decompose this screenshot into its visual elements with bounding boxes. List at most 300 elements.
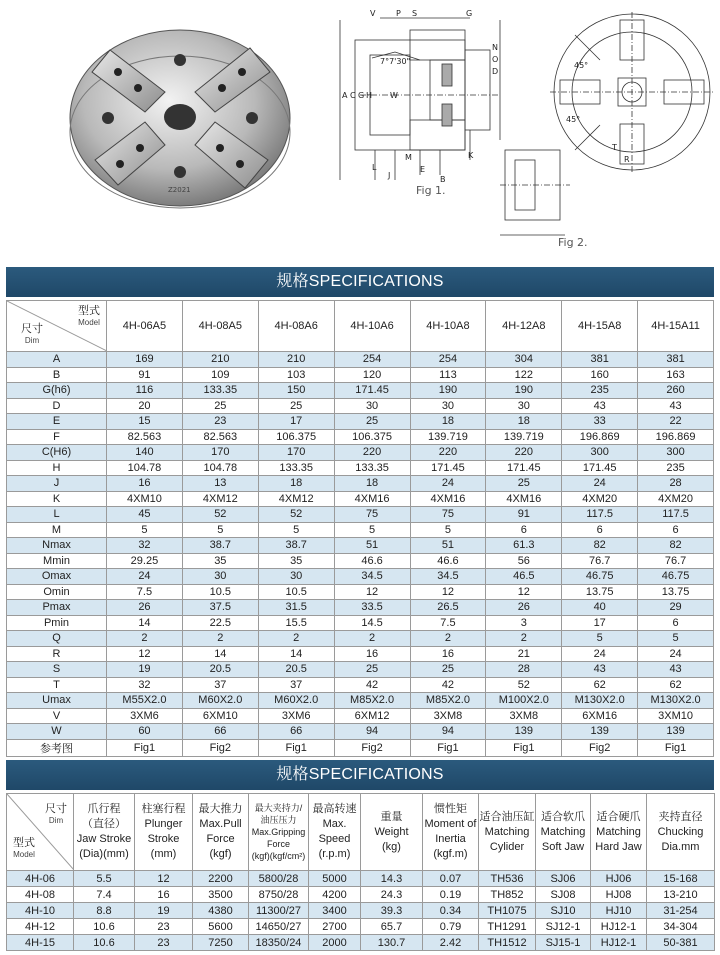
table-row: [7, 871, 715, 887]
row-label: Q: [7, 631, 107, 647]
svg-text:T: T: [612, 143, 617, 152]
table-row: [7, 739, 714, 756]
table-cell: 26.5: [410, 600, 486, 616]
table-cell: 10.6: [74, 919, 135, 935]
row-model: 4H-10: [7, 903, 74, 919]
table-cell: 62: [562, 677, 638, 693]
table-row: [7, 903, 715, 919]
table-cell: 12: [107, 646, 183, 662]
table-cell: 140: [107, 445, 183, 461]
row-label: J: [7, 476, 107, 492]
model-header: 4H-08A6: [258, 301, 334, 352]
table-cell: 25: [258, 398, 334, 414]
table-cell: 26: [486, 600, 562, 616]
table-row: [7, 724, 714, 740]
column-header-line: Weight: [374, 825, 409, 838]
table-cell: HJ12-1: [591, 919, 647, 935]
column-header-line: 爪行程: [87, 803, 121, 815]
table-cell: 2200: [193, 871, 249, 887]
table-cell: 117.5: [562, 507, 638, 523]
table-cell: 13: [182, 476, 258, 492]
column-header-line: 夹持直径: [658, 810, 703, 823]
table-cell: 33.5: [334, 600, 410, 616]
table-cell: 235: [562, 383, 638, 399]
column-header: [423, 794, 479, 871]
table-cell: HJ12-1: [591, 935, 647, 951]
spec-table-2-body: [7, 871, 715, 951]
table-cell: 6: [486, 522, 562, 538]
table-cell: 3XM6: [258, 708, 334, 724]
table-cell: M130X2.0: [638, 693, 714, 709]
table-cell: 116: [107, 383, 183, 399]
table-cell: 6XM16: [562, 708, 638, 724]
table-row: [7, 352, 714, 368]
model-header: 4H-12A8: [486, 301, 562, 352]
table-cell: 22.5: [182, 615, 258, 631]
model-header: 4H-15A8: [562, 301, 638, 352]
table-cell: 14: [182, 646, 258, 662]
table-cell: 196.869: [638, 429, 714, 445]
table-cell: 15: [107, 414, 183, 430]
table-cell: Fig1: [258, 739, 334, 756]
svg-text:W: W: [390, 91, 398, 100]
table-row: [7, 491, 714, 507]
table-cell: 13-210: [647, 887, 715, 903]
column-header-line: （直径）: [82, 818, 126, 830]
table-cell: 12: [410, 584, 486, 600]
table-cell: 106.375: [334, 429, 410, 445]
table-cell: 5800/28: [249, 871, 309, 887]
table-cell: 171.45: [410, 460, 486, 476]
illustration-area: [0, 0, 720, 262]
table-cell: 24: [562, 476, 638, 492]
table-row: [7, 445, 714, 461]
table-cell: TH1291: [479, 919, 536, 935]
table-cell: 7.5: [107, 584, 183, 600]
table-cell: M55X2.0: [107, 693, 183, 709]
table-cell: 30: [410, 398, 486, 414]
table-cell: 3XM8: [486, 708, 562, 724]
table-cell: TH1075: [479, 903, 536, 919]
table-cell: 3400: [309, 903, 361, 919]
table-row: [7, 887, 715, 903]
table-cell: 39.3: [361, 903, 423, 919]
table-cell: 7250: [193, 935, 249, 951]
table-cell: 34.5: [334, 569, 410, 585]
svg-text:R: R: [624, 155, 630, 164]
row-label: R: [7, 646, 107, 662]
row-label: Umax: [7, 693, 107, 709]
table-cell: 56: [486, 553, 562, 569]
table-cell: 139.719: [410, 429, 486, 445]
svg-text:E: E: [420, 165, 426, 174]
table-cell: Fig1: [638, 739, 714, 756]
table-cell: Fig2: [334, 739, 410, 756]
model-header: 4H-08A5: [182, 301, 258, 352]
table-cell: 17: [258, 414, 334, 430]
row-label: E: [7, 414, 107, 430]
table-cell: SJ10: [536, 903, 591, 919]
table-row: [7, 460, 714, 476]
column-header-line: (mm): [150, 848, 177, 860]
table-cell: 30: [182, 569, 258, 585]
table-cell: 4XM16: [410, 491, 486, 507]
table-cell: 37: [258, 677, 334, 693]
table-cell: 2.42: [423, 935, 479, 951]
table-cell: 14.3: [361, 871, 423, 887]
table-cell: 25: [182, 398, 258, 414]
table-cell: 23: [135, 919, 193, 935]
table-cell: 4XM16: [486, 491, 562, 507]
column-header-line: Matching: [484, 825, 530, 838]
row-label: V: [7, 708, 107, 724]
table-cell: 300: [562, 445, 638, 461]
table-cell: 130.7: [361, 935, 423, 951]
model-header: 4H-06A5: [107, 301, 183, 352]
table-cell: 10.6: [74, 935, 135, 951]
table-cell: 66: [182, 724, 258, 740]
table-cell: M85X2.0: [334, 693, 410, 709]
table-cell: 220: [334, 445, 410, 461]
table-cell: HJ10: [591, 903, 647, 919]
table-cell: TH536: [479, 871, 536, 887]
table-cell: 33: [562, 414, 638, 430]
table-row: [7, 631, 714, 647]
corner-model-en: Model: [78, 318, 100, 327]
table-cell: 37: [182, 677, 258, 693]
column-header-line: 适合硬爪: [596, 810, 641, 823]
table-cell: 5: [334, 522, 410, 538]
table-cell: 37.5: [182, 600, 258, 616]
table-cell: 91: [486, 507, 562, 523]
svg-text:45°: 45°: [574, 61, 589, 70]
table-cell: 52: [182, 507, 258, 523]
table-cell: 19: [107, 662, 183, 678]
row-model: 4H-15: [7, 935, 74, 951]
column-header-line: 最大夹持力/: [254, 803, 303, 813]
column-header: [309, 794, 361, 871]
table-cell: 139: [562, 724, 638, 740]
column-header-line: 惯性矩: [434, 803, 467, 815]
table-cell: 260: [638, 383, 714, 399]
spec-table-1: [6, 300, 714, 757]
table-cell: 43: [638, 662, 714, 678]
spec-table-2: [6, 793, 715, 951]
table-cell: 6: [638, 615, 714, 631]
row-label: Nmax: [7, 538, 107, 554]
spec-table-1-corner: [7, 301, 107, 352]
table-cell: 20.5: [258, 662, 334, 678]
table-cell: 10.5: [182, 584, 258, 600]
table-cell: 43: [562, 398, 638, 414]
table-cell: 139: [638, 724, 714, 740]
svg-text:45°: 45°: [566, 115, 581, 124]
table-cell: 66: [258, 724, 334, 740]
fig2-front-drawing: [550, 12, 714, 172]
table-cell: 24: [410, 476, 486, 492]
svg-text:C: C: [350, 91, 356, 100]
table-cell: Fig2: [182, 739, 258, 756]
fig2-side-drawing: [500, 150, 570, 235]
corner-dim-en: Dim: [48, 816, 64, 825]
table-cell: 46.5: [486, 569, 562, 585]
table-cell: 19: [135, 903, 193, 919]
table-cell: 51: [410, 538, 486, 554]
table-cell: 82: [562, 538, 638, 554]
table-cell: 45: [107, 507, 183, 523]
column-header-line: 适合油压缸: [479, 810, 535, 823]
table-cell: 0.79: [423, 919, 479, 935]
row-label: Pmax: [7, 600, 107, 616]
table-row: [7, 708, 714, 724]
table-cell: 150: [258, 383, 334, 399]
svg-text:A: A: [342, 91, 348, 100]
table-cell: 25: [486, 476, 562, 492]
column-header-line: 油压压力: [260, 815, 297, 825]
table-row: [7, 476, 714, 492]
table-cell: 14: [107, 615, 183, 631]
table-cell: 210: [182, 352, 258, 368]
row-label: H: [7, 460, 107, 476]
table-cell: 12: [486, 584, 562, 600]
svg-text:J: J: [388, 171, 391, 180]
table-cell: 46.75: [562, 569, 638, 585]
table-cell: 21: [486, 646, 562, 662]
table-cell: SJ12-1: [536, 919, 591, 935]
svg-text:S: S: [412, 9, 418, 18]
row-label: K: [7, 491, 107, 507]
table-cell: 18: [486, 414, 562, 430]
table-cell: SJ06: [536, 871, 591, 887]
corner-dim-cn: 尺寸: [21, 323, 43, 335]
table-row: [7, 600, 714, 616]
table-row: [7, 615, 714, 631]
table-row: [7, 383, 714, 399]
column-header: [647, 794, 715, 871]
table-cell: 2700: [309, 919, 361, 935]
row-model: 4H-08: [7, 887, 74, 903]
table-cell: M85X2.0: [410, 693, 486, 709]
table-cell: 3XM8: [410, 708, 486, 724]
table-row: [7, 935, 715, 951]
table-cell: 4XM12: [182, 491, 258, 507]
column-header-line: Hard Jaw: [595, 840, 642, 853]
table-cell: 190: [486, 383, 562, 399]
table-cell: 104.78: [182, 460, 258, 476]
table-cell: 5.5: [74, 871, 135, 887]
spec-table-1-body: [7, 352, 714, 757]
table-cell: HJ06: [591, 871, 647, 887]
table-cell: 4200: [309, 887, 361, 903]
table-cell: M60X2.0: [182, 693, 258, 709]
row-label: B: [7, 367, 107, 383]
table-cell: 60: [107, 724, 183, 740]
table-cell: 2: [334, 631, 410, 647]
table-cell: 6XM12: [334, 708, 410, 724]
table-cell: 4XM20: [562, 491, 638, 507]
row-label: M: [7, 522, 107, 538]
column-header-line: Max.Pull: [199, 818, 242, 830]
table-cell: 6: [562, 522, 638, 538]
table-cell: 5: [562, 631, 638, 647]
table-cell: 50-381: [647, 935, 715, 951]
table-row: [7, 662, 714, 678]
table-cell: 6: [638, 522, 714, 538]
table-cell: 171.45: [562, 460, 638, 476]
row-label: L: [7, 507, 107, 523]
table-cell: 122: [486, 367, 562, 383]
column-header-line: Matching: [596, 825, 641, 838]
table-cell: 133.35: [258, 460, 334, 476]
table-cell: 117.5: [638, 507, 714, 523]
row-label: D: [7, 398, 107, 414]
table-cell: 14.5: [334, 615, 410, 631]
table-cell: 120: [334, 367, 410, 383]
row-label: C(H6): [7, 445, 107, 461]
spec-table-1-title: 规格SPECIFICATIONS: [6, 267, 714, 297]
row-label: F: [7, 429, 107, 445]
model-header: 4H-15A11: [638, 301, 714, 352]
row-label: 参考图: [7, 739, 107, 756]
table-cell: 46.6: [334, 553, 410, 569]
table-cell: 14: [258, 646, 334, 662]
svg-text:M: M: [405, 153, 412, 162]
table-cell: 43: [638, 398, 714, 414]
table-cell: 94: [410, 724, 486, 740]
table-cell: 82.563: [107, 429, 183, 445]
table-cell: 23: [182, 414, 258, 430]
table-cell: 170: [182, 445, 258, 461]
row-label: A: [7, 352, 107, 368]
column-header: [536, 794, 591, 871]
table-cell: 32: [107, 677, 183, 693]
row-label: W: [7, 724, 107, 740]
table-cell: 35: [258, 553, 334, 569]
row-label: Pmin: [7, 615, 107, 631]
table-cell: 40: [562, 600, 638, 616]
table-cell: 12: [334, 584, 410, 600]
table-cell: 11300/27: [249, 903, 309, 919]
column-header-line: (kgf): [209, 848, 232, 860]
table-cell: 0.34: [423, 903, 479, 919]
table-cell: 4XM12: [258, 491, 334, 507]
table-cell: 25: [410, 662, 486, 678]
svg-text:P: P: [396, 9, 401, 18]
table-cell: 20.5: [182, 662, 258, 678]
table-cell: 106.375: [258, 429, 334, 445]
table-row: [7, 569, 714, 585]
column-header-line: Matching: [540, 825, 586, 838]
svg-text:D: D: [492, 67, 499, 76]
table-cell: 42: [334, 677, 410, 693]
corner-model-cn: 型式: [13, 837, 35, 849]
table-cell: 14650/27: [249, 919, 309, 935]
table-cell: 34.5: [410, 569, 486, 585]
table-cell: 4380: [193, 903, 249, 919]
row-label: Mmin: [7, 553, 107, 569]
table-cell: 7.5: [410, 615, 486, 631]
corner-model-en: Model: [13, 850, 35, 859]
row-label: G(h6): [7, 383, 107, 399]
column-header-line: 最高转速: [312, 803, 357, 815]
row-label: S: [7, 662, 107, 678]
svg-text:O: O: [492, 55, 499, 64]
table-row: [7, 553, 714, 569]
table-cell: 42: [410, 677, 486, 693]
table-cell: 46.6: [410, 553, 486, 569]
table-cell: 139: [486, 724, 562, 740]
svg-text:H: H: [366, 91, 373, 100]
table-row: [7, 693, 714, 709]
table-cell: 5: [182, 522, 258, 538]
table-cell: 43: [562, 662, 638, 678]
table-cell: 82: [638, 538, 714, 554]
table-cell: M100X2.0: [486, 693, 562, 709]
table-cell: 2: [182, 631, 258, 647]
table-cell: 34-304: [647, 919, 715, 935]
table-cell: 8750/28: [249, 887, 309, 903]
table-row: [7, 507, 714, 523]
column-header-line: Chucking: [657, 825, 704, 838]
table-cell: 3XM6: [107, 708, 183, 724]
column-header-line: (kgf)(kgf/cm²): [251, 851, 306, 861]
column-header: [249, 794, 309, 871]
table-cell: 25: [334, 662, 410, 678]
table-cell: 76.7: [562, 553, 638, 569]
model-header: 4H-10A6: [334, 301, 410, 352]
table-cell: 10.5: [258, 584, 334, 600]
table-row: [7, 584, 714, 600]
table-cell: 24: [562, 646, 638, 662]
column-header: [193, 794, 249, 871]
chuck-marking: Z2021: [168, 186, 191, 194]
table-cell: 6XM10: [182, 708, 258, 724]
table-cell: 23: [135, 935, 193, 951]
table-cell: 190: [410, 383, 486, 399]
table-cell: 170: [258, 445, 334, 461]
table-cell: SJ15-1: [536, 935, 591, 951]
svg-text:7°7'30": 7°7'30": [380, 57, 411, 66]
table-cell: 254: [334, 352, 410, 368]
spec-table-2-corner: [7, 794, 74, 871]
table-cell: Fig1: [107, 739, 183, 756]
svg-text:N: N: [492, 43, 498, 52]
table-cell: 52: [258, 507, 334, 523]
table-cell: 82.563: [182, 429, 258, 445]
svg-text:G: G: [358, 91, 365, 100]
table-row: [7, 646, 714, 662]
table-cell: 38.7: [258, 538, 334, 554]
table-cell: 22: [638, 414, 714, 430]
table-cell: 17: [562, 615, 638, 631]
table-cell: 75: [334, 507, 410, 523]
table-cell: 15-168: [647, 871, 715, 887]
column-header-line: Stroke: [147, 833, 180, 845]
row-model: 4H-12: [7, 919, 74, 935]
column-header-line: Soft Jaw: [541, 840, 585, 853]
table-cell: 38.7: [182, 538, 258, 554]
table-cell: 2: [107, 631, 183, 647]
table-cell: 51: [334, 538, 410, 554]
table-cell: 304: [486, 352, 562, 368]
column-header: [135, 794, 193, 871]
table-cell: 31-254: [647, 903, 715, 919]
column-header-line: (kg): [382, 840, 401, 853]
table-cell: 30: [334, 398, 410, 414]
table-cell: 381: [562, 352, 638, 368]
table-cell: 5600: [193, 919, 249, 935]
table-cell: 235: [638, 460, 714, 476]
